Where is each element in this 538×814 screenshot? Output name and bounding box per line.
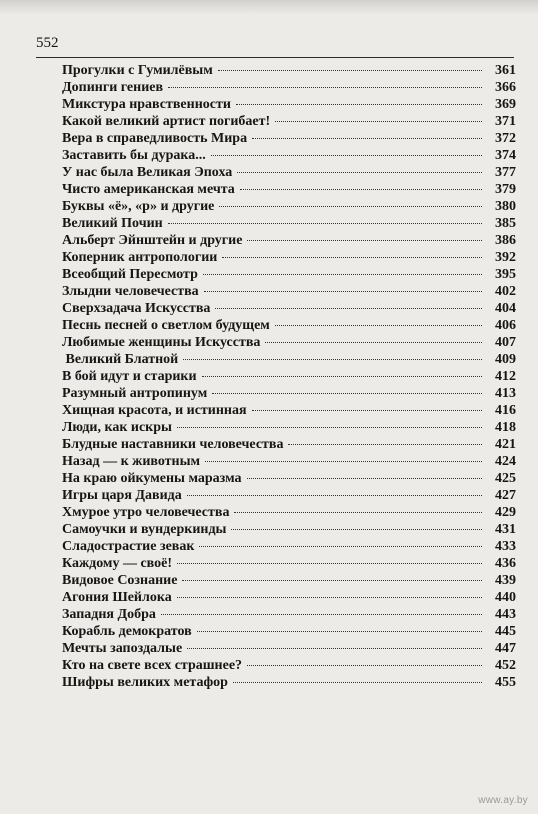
toc-entry-title: Альберт Эйнштейн и другие: [62, 233, 243, 248]
toc-entry: [62, 147, 516, 164]
toc-dot-leader: [252, 138, 482, 139]
toc-entry-title: В бой идут и старики: [62, 369, 197, 384]
page-number: 552: [36, 35, 59, 51]
toc-dot-leader: [205, 461, 482, 462]
toc-entry: [62, 249, 516, 266]
toc-entry-page: 443: [495, 607, 516, 622]
toc-entry-page: 412: [495, 369, 516, 384]
toc-entry-title: Шифры великих метафор: [62, 675, 228, 690]
toc-entry-page: 431: [495, 522, 516, 537]
toc-entry-title: Песнь песней о светлом будущем: [62, 318, 270, 333]
toc-entry-title: Люди, как искры: [62, 420, 172, 435]
toc-dot-leader: [177, 597, 482, 598]
toc-dot-leader: [247, 240, 482, 241]
toc-entry-title: Великий Почин: [62, 216, 163, 231]
toc-entry-title: Злыдни человечества: [62, 284, 199, 299]
toc-entry-page: 409: [495, 352, 516, 367]
toc-dot-leader: [182, 580, 482, 581]
toc-entry: [62, 266, 516, 283]
toc-entry: [62, 572, 516, 589]
toc-entry-page: 433: [495, 539, 516, 554]
toc-entry-title: Видовое Сознание: [62, 573, 178, 588]
toc-entry-page: 385: [495, 216, 516, 231]
toc-entry-page: 402: [495, 284, 516, 299]
toc-entry-page: 436: [495, 556, 516, 571]
toc-dot-leader: [197, 631, 482, 632]
toc-entry: [62, 487, 516, 504]
toc-dot-leader: [236, 104, 482, 105]
toc-entry: [62, 62, 516, 79]
toc-entry: [62, 521, 516, 538]
toc-entry: [62, 623, 516, 640]
toc-entry-title: Буквы «ё», «р» и другие: [62, 199, 215, 214]
toc-entry-page: 429: [495, 505, 516, 520]
page-edge-shadow: [0, 0, 538, 14]
toc-entry-title: У нас была Великая Эпоха: [62, 165, 233, 180]
toc-entry-title: Любимые женщины Искусства: [62, 335, 261, 350]
toc-entry-title: Чисто американская мечта: [62, 182, 235, 197]
toc-dot-leader: [218, 70, 482, 71]
toc-entry: [62, 130, 516, 147]
toc-entry: [62, 419, 516, 436]
toc-entry-title: Кто на свете всех страшнее?: [62, 658, 243, 673]
toc-entry-page: 439: [495, 573, 516, 588]
toc-dot-leader: [222, 257, 482, 258]
toc-entry: [62, 368, 516, 385]
toc-entry: [62, 334, 516, 351]
toc-entry-title: Самоучки и вундеркинды: [62, 522, 227, 537]
toc-entry-page: 421: [495, 437, 516, 452]
toc-entry-page: 379: [495, 182, 516, 197]
toc-entry-page: 406: [495, 318, 516, 333]
toc-entry-title: Агония Шейлока: [62, 590, 172, 605]
toc-entry-page: 425: [495, 471, 516, 486]
toc-dot-leader: [183, 359, 482, 360]
toc-entry-page: 404: [495, 301, 516, 316]
toc-entry: [62, 589, 516, 606]
toc-entry: [62, 657, 516, 674]
toc-entry-title: Великий Блатной: [62, 352, 179, 367]
toc-entry: [62, 79, 516, 96]
toc-dot-leader: [231, 529, 482, 530]
toc-entry: [62, 606, 516, 623]
toc-entry-page: 452: [495, 658, 516, 673]
toc-entry-title: Допинги гениев: [62, 80, 164, 95]
toc-entry-page: 445: [495, 624, 516, 639]
toc-entry: [62, 453, 516, 470]
toc-entry-page: 407: [495, 335, 516, 350]
toc-dot-leader: [168, 87, 482, 88]
toc-dot-leader: [234, 512, 482, 513]
toc-dot-leader: [203, 274, 482, 275]
toc-entry-page: 386: [495, 233, 516, 248]
toc-entry-title: Заставить бы дурака...: [62, 148, 206, 163]
toc-entry: [62, 181, 516, 198]
toc-entry-page: 366: [495, 80, 516, 95]
toc-entry-title: Мечты запоздалые: [62, 641, 183, 656]
toc-entry: [62, 164, 516, 181]
toc-entry: [62, 283, 516, 300]
toc-entry: [62, 538, 516, 555]
toc-entry: [62, 317, 516, 334]
toc-entry-page: 377: [495, 165, 516, 180]
toc-dot-leader: [161, 614, 482, 615]
toc-entry-title: На краю ойкумены маразма: [62, 471, 242, 486]
toc-dot-leader: [247, 665, 482, 666]
toc-entry-page: 424: [495, 454, 516, 469]
toc-entry-title: Микстура нравственности: [62, 97, 231, 112]
toc-entry-page: 374: [495, 148, 516, 163]
toc-dot-leader: [187, 495, 482, 496]
toc-entry-title: Блудные наставники человечества: [62, 437, 284, 452]
toc-dot-leader: [237, 172, 482, 173]
toc-entry-title: Какой великий артист погибает!: [62, 114, 271, 129]
table-of-contents: [62, 62, 516, 691]
toc-dot-leader: [202, 376, 482, 377]
toc-entry-page: 371: [495, 114, 516, 129]
toc-entry: [62, 113, 516, 130]
toc-dot-leader: [215, 308, 482, 309]
toc-entry-page: 447: [495, 641, 516, 656]
toc-entry: [62, 385, 516, 402]
toc-entry-title: Хищная красота, и истинная: [62, 403, 247, 418]
toc-entry-title: Сладострастие зевак: [62, 539, 195, 554]
toc-dot-leader: [168, 223, 482, 224]
toc-entry-title: Хмурое утро человечества: [62, 505, 230, 520]
toc-dot-leader: [247, 478, 482, 479]
toc-entry-page: 413: [495, 386, 516, 401]
toc-entry-page: 392: [495, 250, 516, 265]
toc-entry-page: 440: [495, 590, 516, 605]
toc-entry: [62, 470, 516, 487]
toc-entry-page: 372: [495, 131, 516, 146]
toc-entry: [62, 504, 516, 521]
toc-dot-leader: [275, 325, 482, 326]
toc-dot-leader: [288, 444, 482, 445]
toc-entry: [62, 351, 516, 368]
toc-dot-leader: [199, 546, 482, 547]
toc-dot-leader: [275, 121, 482, 122]
toc-entry-title: Разумный антропинум: [62, 386, 208, 401]
toc-entry-page: 395: [495, 267, 516, 282]
watermark: www.ay.by: [478, 795, 528, 806]
toc-dot-leader: [177, 563, 482, 564]
toc-entry: [62, 640, 516, 657]
toc-entry-page: 380: [495, 199, 516, 214]
toc-entry-title: Корабль демократов: [62, 624, 192, 639]
toc-entry: [62, 674, 516, 691]
toc-entry: [62, 402, 516, 419]
toc-entry-title: Западня Добра: [62, 607, 156, 622]
toc-entry-title: Вера в справедливость Мира: [62, 131, 248, 146]
toc-entry: [62, 232, 516, 249]
toc-dot-leader: [233, 682, 482, 683]
toc-entry-title: Прогулки с Гумилёвым: [62, 63, 213, 78]
toc-dot-leader: [187, 648, 482, 649]
toc-dot-leader: [240, 189, 482, 190]
toc-entry-title: Всеобщий Пересмотр: [62, 267, 198, 282]
toc-entry: [62, 436, 516, 453]
toc-dot-leader: [265, 342, 482, 343]
toc-entry-page: 369: [495, 97, 516, 112]
header-rule: [36, 57, 514, 58]
toc-entry-page: 455: [495, 675, 516, 690]
toc-dot-leader: [252, 410, 482, 411]
toc-dot-leader: [211, 155, 482, 156]
toc-entry-title: Коперник антропологии: [62, 250, 218, 265]
toc-entry-title: Сверхзадача Искусства: [62, 301, 211, 316]
toc-dot-leader: [204, 291, 482, 292]
toc-entry-page: 427: [495, 488, 516, 503]
toc-dot-leader: [177, 427, 482, 428]
toc-dot-leader: [212, 393, 482, 394]
toc-entry: [62, 555, 516, 572]
toc-entry: [62, 96, 516, 113]
toc-entry-page: 361: [495, 63, 516, 78]
toc-entry: [62, 198, 516, 215]
toc-entry-page: 418: [495, 420, 516, 435]
toc-entry-title: Каждому — своё!: [62, 556, 173, 571]
toc-entry-title: Назад — к животным: [62, 454, 201, 469]
toc-entry-title: Игры царя Давида: [62, 488, 182, 503]
toc-dot-leader: [219, 206, 482, 207]
toc-entry: [62, 215, 516, 232]
toc-entry-page: 416: [495, 403, 516, 418]
toc-entry: [62, 300, 516, 317]
